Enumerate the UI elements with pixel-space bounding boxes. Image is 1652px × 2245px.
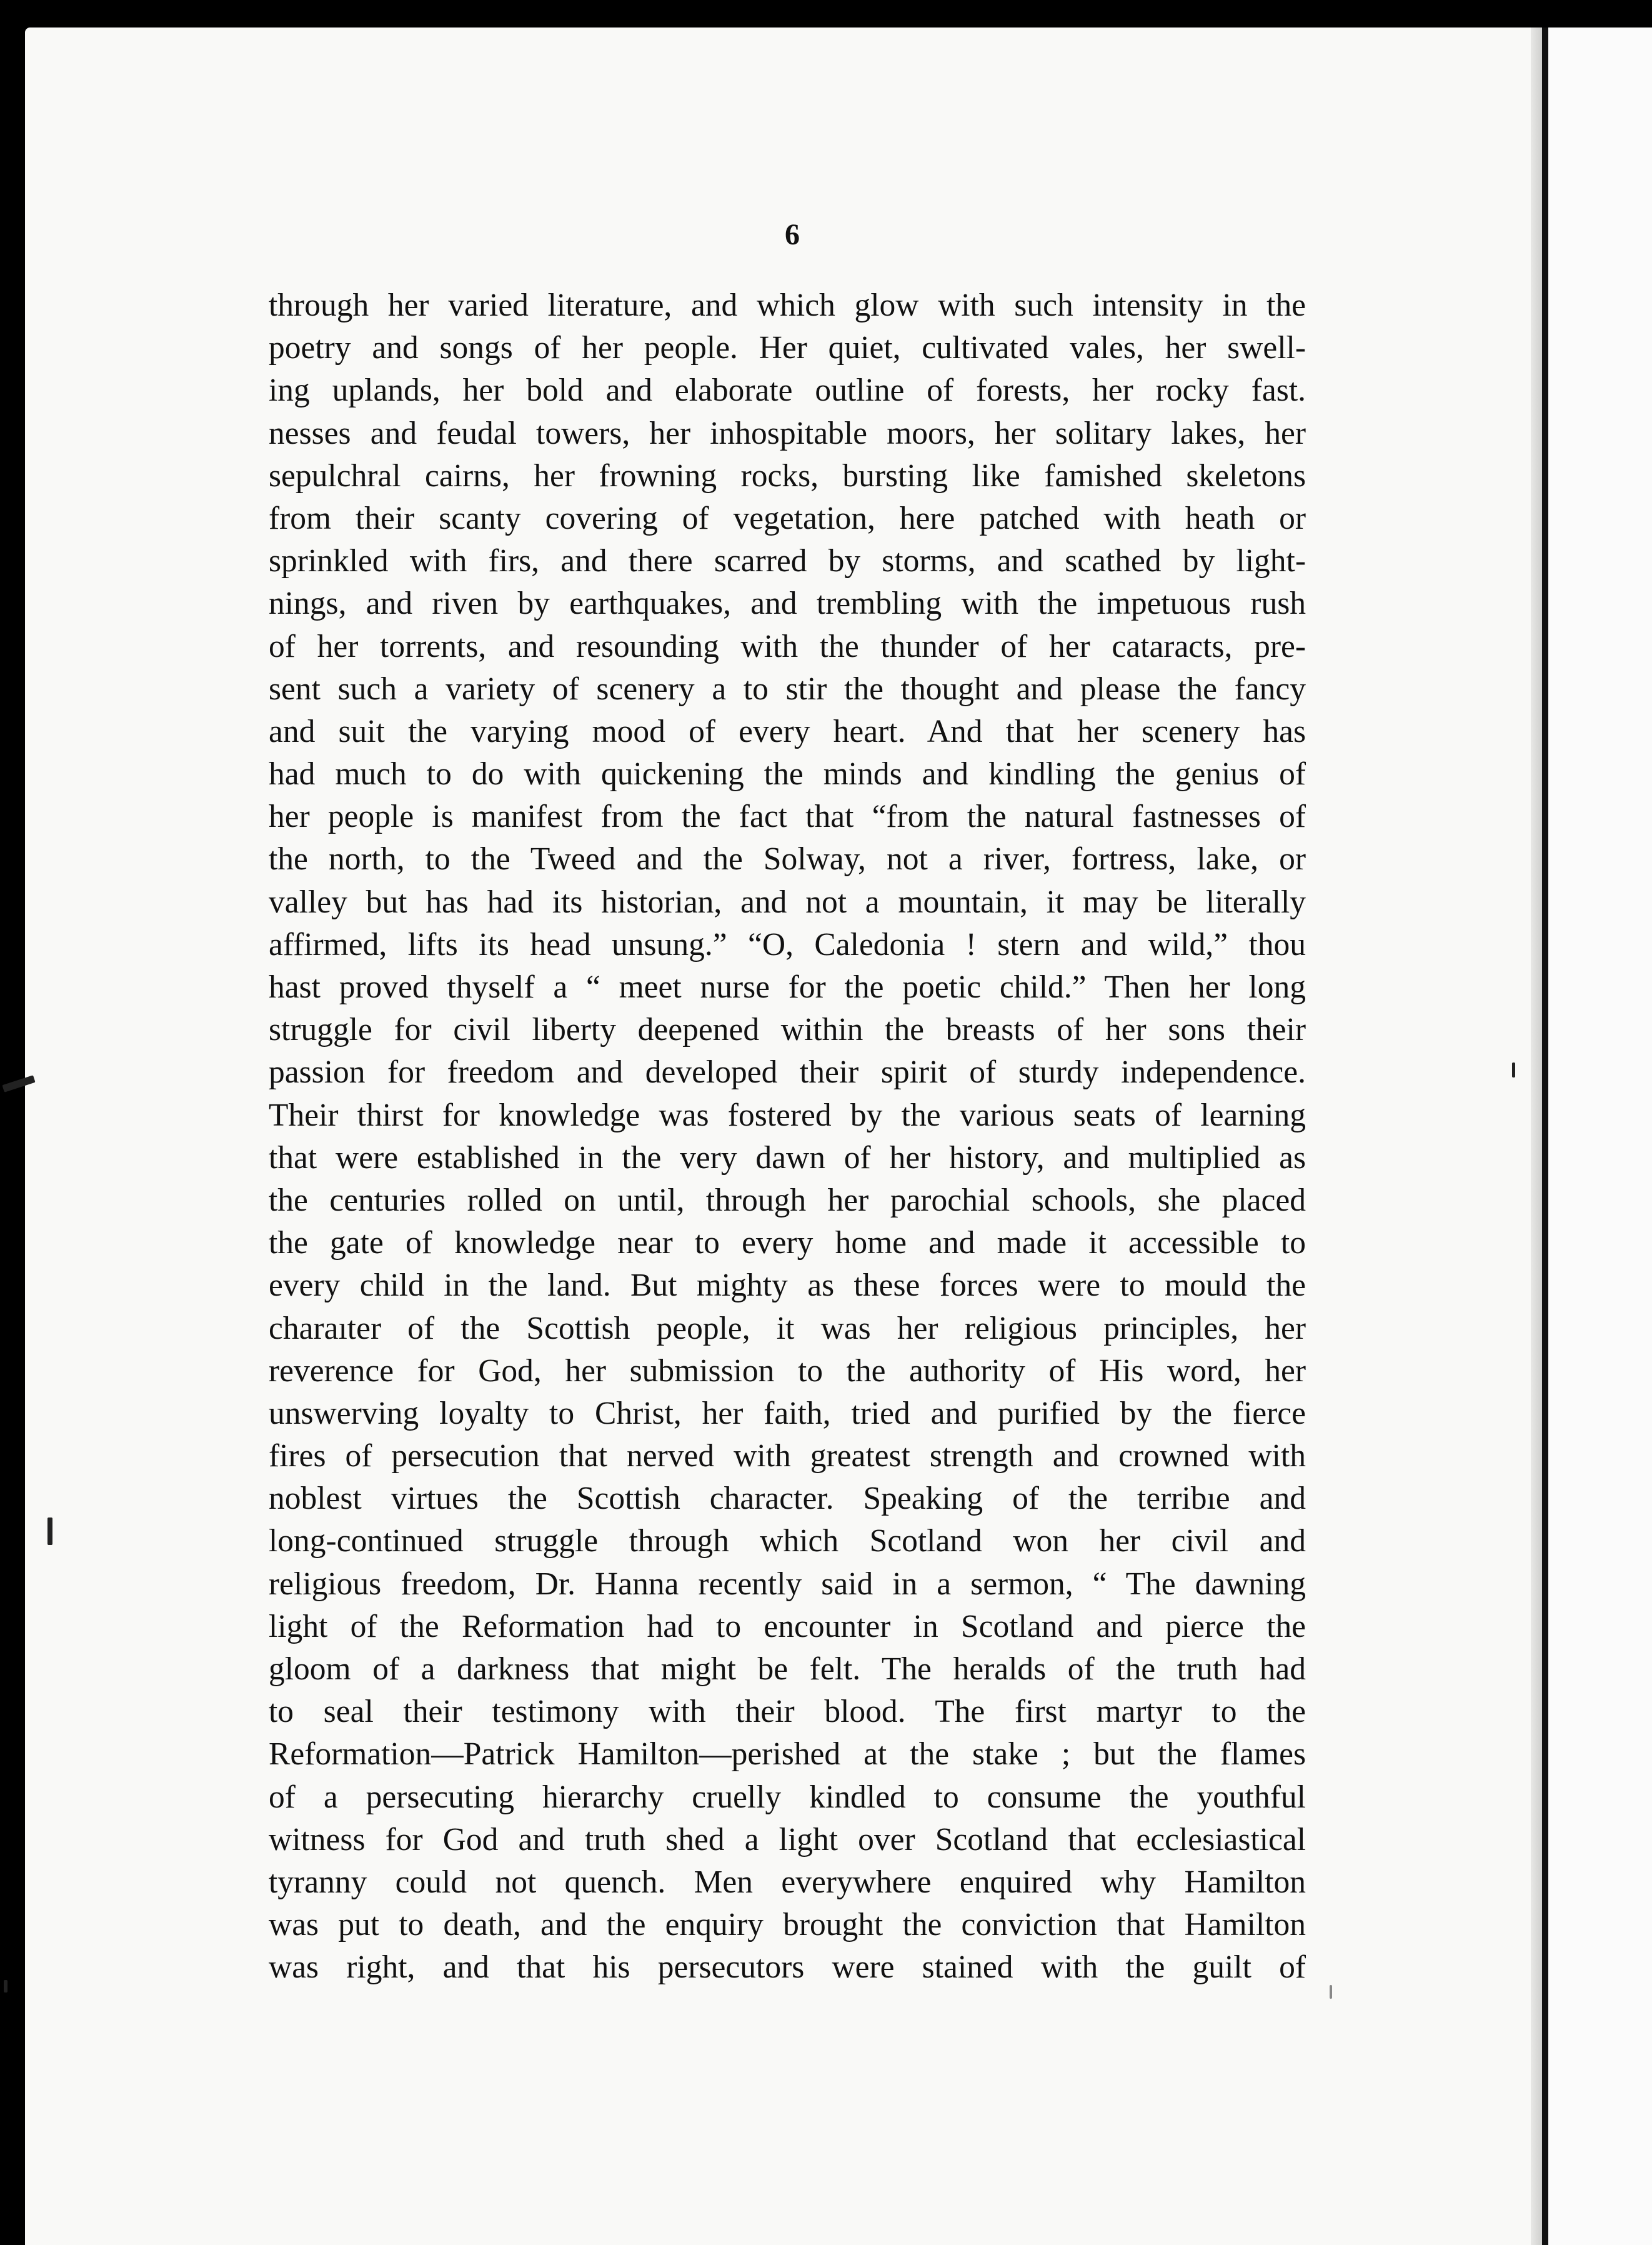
text-line: unswerving loyalty to Christ, her faith, tried and purified by the fierce	[269, 1395, 1306, 1431]
text-line: the centuries rolled on until, through her parochial schools, she placed	[269, 1182, 1306, 1218]
text-line: that were established in the very dawn of her history, and multiplied as	[269, 1139, 1306, 1176]
facing-page-strip	[1542, 28, 1652, 2245]
text-line: noblest virtues the Scottish character. Speaking of the terribıe and	[269, 1481, 1306, 1517]
text-line: the gate of knowledge near to every home and made it accessible to	[269, 1225, 1306, 1261]
text-line: the north, to the Tweed and the Solway, not a river, fortress, lake, or	[269, 841, 1306, 878]
scan-speck	[1512, 1062, 1515, 1078]
text-line: valley but has had its historian, and not a mountain, it may be literally	[269, 884, 1306, 920]
text-line: Their thirst for knowledge was fostered by the various seats of learning	[269, 1097, 1306, 1133]
text-line: poetry and songs of her people. Her quiet, cultivated vales, her swell-	[269, 330, 1306, 366]
page-edge	[1531, 28, 1542, 2245]
scan-speck	[4, 1980, 7, 1992]
text-line: reverence for God, her submission to the authority of His word, her	[269, 1352, 1306, 1389]
text-line: to seal their testimony with their blood. The first martyr to the	[269, 1694, 1306, 1730]
text-line: ing uplands, her bold and elaborate outline of forests, her rocky fast.	[269, 372, 1306, 409]
page-number: 6	[785, 218, 800, 251]
text-line: from their scanty covering of vegetation, here patched with heath or	[269, 500, 1306, 536]
text-line: sent such a variety of scenery a to stir the thought and please the fancy	[269, 671, 1306, 707]
body-text	[269, 284, 1306, 1989]
text-line: and suit the varying mood of every heart. And that her scenery has	[269, 713, 1306, 749]
scan-speck	[47, 1518, 52, 1545]
text-line: of a persecuting hierarchy cruelly kindled to consume the youthful	[269, 1779, 1306, 1815]
text-line: gloom of a darkness that might be felt. The heralds of the truth had	[269, 1651, 1306, 1687]
text-line: passion for freedom and developed their spirit of sturdy independence.	[269, 1054, 1306, 1091]
text-line: witness for God and truth shed a light over Scotland that ecclesiastical	[269, 1821, 1306, 1858]
text-line: affirmed, lifts its head unsung.” “O, Caledonia ! stern and wild,” thou	[269, 926, 1306, 962]
text-line: charaıter of the Scottish people, it was her religious principles, her	[269, 1310, 1306, 1346]
text-line: her people is manifest from the fact that “from the natural fastnesses of	[269, 799, 1306, 835]
text-line: fires of persecution that nerved with greatest strength and crowned with	[269, 1438, 1306, 1474]
facing-page-rule	[1542, 28, 1548, 2245]
text-line: every child in the land. But mighty as these forces were to mould the	[269, 1268, 1306, 1304]
text-line: light of the Reformation had to encounter in Scotland and pierce the	[269, 1608, 1306, 1644]
text-line: Reformation—Patrick Hamilton—perished at the stake ; but the flames	[269, 1736, 1306, 1772]
text-line: tyranny could not quench. Men everywhere enquired why Hamilton	[269, 1864, 1306, 1900]
text-line: through her varied literature, and which glow with such intensity in the	[269, 288, 1306, 323]
text-line: hast proved thyself a “ meet nurse for the poetic child.” Then her long	[269, 969, 1306, 1005]
text-line: nesses and feudal towers, her inhospitable moors, her solitary lakes, her	[269, 415, 1306, 451]
text-line: was right, and that his persecutors were stained with the guilt of	[269, 1949, 1306, 1986]
text-line: had much to do with quickening the minds and kindling the genius of	[269, 756, 1306, 792]
text-line: sprinkled with firs, and there scarred by storms, and scathed by light-	[269, 543, 1306, 579]
text-line: nings, and riven by earthquakes, and trembling with the impetuous rush	[269, 586, 1306, 622]
text-line: religious freedom, Dr. Hanna recently said in a sermon, “ The dawning	[269, 1566, 1306, 1602]
text-line: of her torrents, and resounding with the thunder of her cataracts, pre-	[269, 628, 1306, 664]
scan-speck	[1330, 1985, 1332, 1999]
text-line: was put to death, and the enquiry brought the conviction that Hamilton	[269, 1907, 1306, 1943]
text-line: struggle for civil liberty deepened within the breasts of her sons their	[269, 1012, 1306, 1048]
text-line: long-continued struggle through which Scotland won her civil and	[269, 1523, 1306, 1559]
text-line: sepulchral cairns, her frowning rocks, bursting like famished skeletons	[269, 458, 1306, 494]
